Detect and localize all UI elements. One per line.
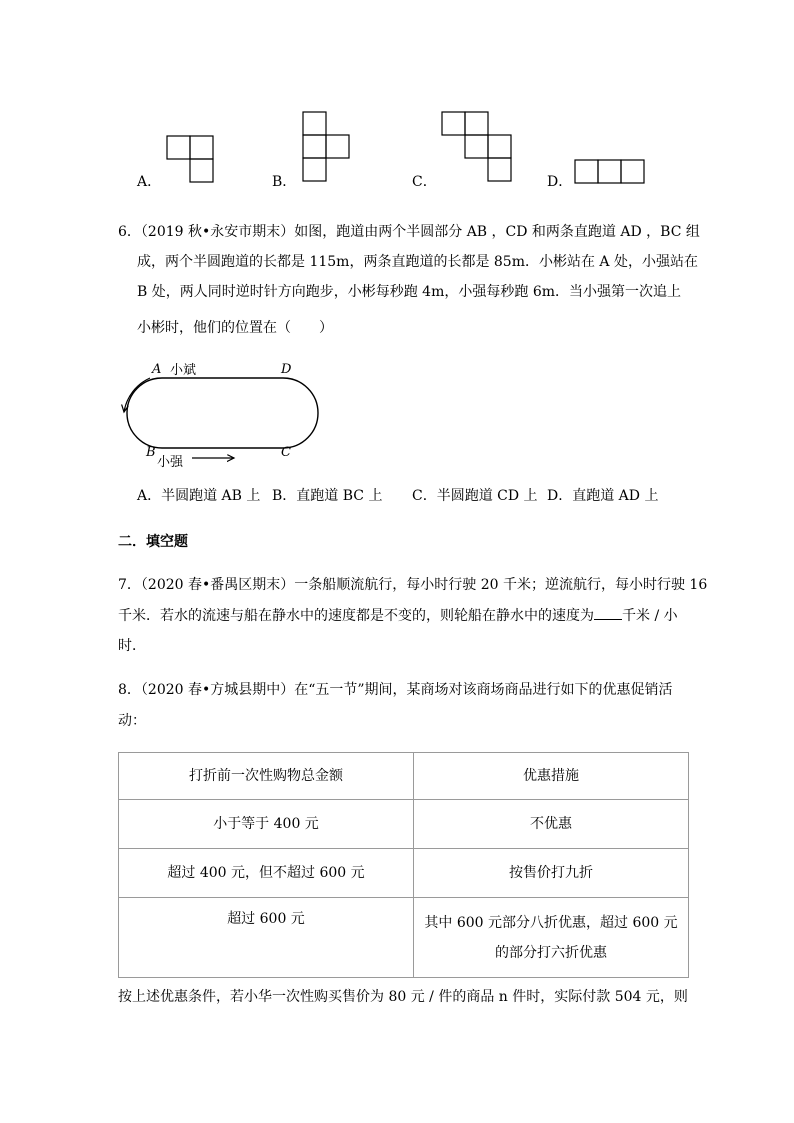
q7-answer-blank[interactable] xyxy=(594,605,622,620)
promotion-table xyxy=(118,752,689,978)
table-cell: 按售价打九折 xyxy=(414,849,689,898)
point-a-label: A xyxy=(152,362,162,377)
q6-option-a: A．半圆跑道 AB 上 xyxy=(137,488,261,504)
track-outline xyxy=(127,378,318,448)
table-header-cell: 打折前一次性购物总金额 xyxy=(119,753,414,800)
table-cell: 超过 400 元，但不超过 600 元 xyxy=(119,849,414,898)
table-header-cell: 优惠措施 xyxy=(414,753,689,800)
q7-line-2-unit: 千米 / 小 xyxy=(622,608,678,624)
q8-line-after-table: 按上述优惠条件，若小华一次性购买售价为 80 元 / 件的商品 n 件时，实际付款 504 元，则 xyxy=(118,989,688,1005)
q6-option-b: B．直跑道 BC 上 xyxy=(272,488,383,504)
point-d-label: D xyxy=(281,362,292,377)
q8-line-2: 动： xyxy=(118,713,146,729)
table-row xyxy=(119,849,689,898)
q6-track-figure xyxy=(0,0,794,480)
section-heading-fill-blank: 二．填空题 xyxy=(118,534,188,550)
point-b-label: B xyxy=(146,445,156,460)
q5-option-c-label: C． xyxy=(412,174,437,190)
q6-option-d: D．直跑道 AD 上 xyxy=(547,488,659,504)
q6-line-2: 成，两个半圆跑道的长都是 115m，两条直跑道的长都是 85m．小彬站在 A 处，小强站在 xyxy=(137,254,698,270)
q7-line-1: 7．（2020 春•番禺区期末）一条船顺流航行，每小时行驶 20 千米；逆流航行，每小时行驶 16 xyxy=(118,577,708,593)
table-cell: 不优惠 xyxy=(414,800,689,849)
label-xiaobin: 小斌 xyxy=(170,363,197,378)
q7-line-2 xyxy=(118,605,678,626)
q6-line-4: 小彬时，他们的位置在（ ） xyxy=(137,320,333,336)
q7-line-2-text: 千米．若水的流速与船在静水中的速度都是不变的，则轮船在静水中的速度为 xyxy=(118,608,594,624)
q5-option-b-label: B． xyxy=(272,174,297,190)
table-cell: 其中 600 元部分八折优惠，超过 600 元的部分打六折优惠 xyxy=(414,898,689,978)
point-c-label: C xyxy=(281,445,291,460)
q8-line-1: 8．（2020 春•方城县期中）在“五一节”期间，某商场对该商场商品进行如下的优惠促销活 xyxy=(118,682,673,698)
q6-line-3: B 处，两人同时逆时针方向跑步，小彬每秒跑 4m，小强每秒跑 6m．当小强第一次追上 xyxy=(137,284,682,300)
q7-line-3: 时． xyxy=(118,638,146,654)
table-row xyxy=(119,898,689,978)
q6-line-1: 6．（2019 秋•永安市期末）如图，跑道由两个半圆部分 AB ，CD 和两条直跑道 AD ，BC 组 xyxy=(118,224,700,240)
table-row xyxy=(119,800,689,849)
label-xiaoqiang: 小强 xyxy=(157,455,184,470)
table-cell: 小于等于 400 元 xyxy=(119,800,414,849)
q6-option-c: C．半圆跑道 CD 上 xyxy=(412,488,538,504)
table-cell: 超过 600 元 xyxy=(119,898,414,978)
table-header-row xyxy=(119,753,689,800)
q5-option-a-label: A． xyxy=(137,174,162,190)
q5-option-d-label: D． xyxy=(547,174,573,190)
